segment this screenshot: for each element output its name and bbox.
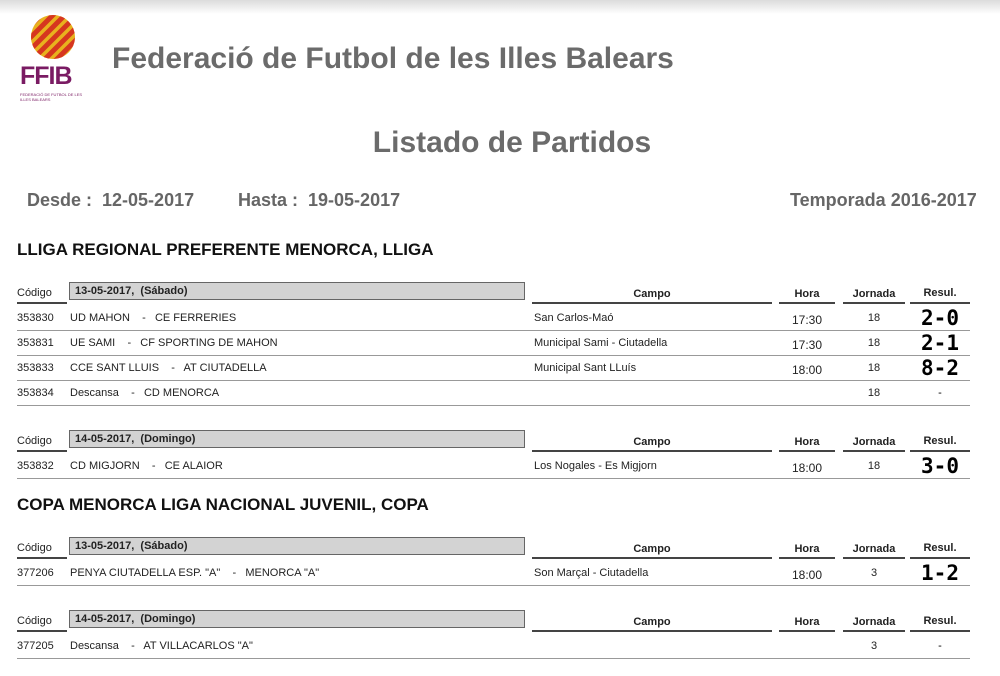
match-result: 1-2 bbox=[921, 561, 959, 585]
hora-header: Hora bbox=[794, 543, 820, 555]
date-header: 14-05-2017, (Domingo) bbox=[69, 610, 525, 628]
table-header bbox=[17, 537, 970, 561]
table-header bbox=[17, 430, 970, 454]
header-line bbox=[17, 557, 67, 559]
table-row[interactable] bbox=[17, 634, 970, 659]
code-header: Código bbox=[17, 615, 52, 627]
header-line bbox=[910, 630, 970, 632]
match-teams: UE SAMI - CF SPORTING DE MAHON bbox=[70, 337, 278, 349]
match-jornada: 18 bbox=[867, 337, 881, 349]
ffib-logo bbox=[18, 14, 88, 104]
match-hora: 18:00 bbox=[791, 363, 823, 377]
campo-header: Campo bbox=[633, 616, 671, 628]
jornada-header: Jornada bbox=[852, 436, 896, 448]
match-teams: CCE SANT LLUIS - AT CIUTADELLA bbox=[70, 362, 267, 374]
logo-subtitle: FEDERACIÓ DE FUTBOL DE LES ILLES BALEARS bbox=[20, 92, 83, 102]
resul-header: Resul. bbox=[923, 615, 957, 627]
date-header: 14-05-2017, (Domingo) bbox=[69, 430, 525, 448]
header-line bbox=[532, 630, 772, 632]
match-table bbox=[17, 282, 970, 406]
header-line bbox=[843, 630, 905, 632]
match-result: - bbox=[938, 640, 942, 652]
match-hora: 18:00 bbox=[791, 461, 823, 475]
match-jornada: 3 bbox=[870, 640, 878, 652]
code-header: Código bbox=[17, 435, 52, 447]
table-row[interactable] bbox=[17, 381, 970, 406]
hora-header: Hora bbox=[794, 436, 820, 448]
match-table bbox=[17, 537, 970, 586]
header-line bbox=[843, 302, 905, 304]
header-line bbox=[532, 557, 772, 559]
date-header: 13-05-2017, (Sábado) bbox=[69, 282, 525, 300]
match-result: 8-2 bbox=[921, 356, 959, 380]
match-table bbox=[17, 610, 970, 659]
table-header bbox=[17, 610, 970, 634]
match-code: 377205 bbox=[17, 640, 54, 652]
jornada-header: Jornada bbox=[852, 288, 896, 300]
match-teams: Descansa - AT VILLACARLOS "A" bbox=[70, 640, 253, 652]
header-line bbox=[17, 302, 67, 304]
match-jornada: 18 bbox=[867, 387, 881, 399]
match-teams: Descansa - CD MENORCA bbox=[70, 387, 220, 399]
match-campo: San Carlos-Maó bbox=[534, 312, 614, 324]
header-line bbox=[779, 630, 835, 632]
header-line bbox=[779, 450, 835, 452]
header-line bbox=[532, 450, 772, 452]
match-code: 353834 bbox=[17, 387, 54, 399]
campo-header: Campo bbox=[633, 436, 671, 448]
match-teams: CD MIGJORN - CE ALAIOR bbox=[70, 460, 223, 472]
header-line bbox=[17, 450, 67, 452]
match-table bbox=[17, 430, 970, 479]
match-result: 2-0 bbox=[921, 306, 959, 330]
campo-header: Campo bbox=[633, 543, 671, 555]
header-line bbox=[910, 557, 970, 559]
match-code: 353830 bbox=[17, 312, 54, 324]
top-band bbox=[0, 0, 1000, 14]
match-code: 377206 bbox=[17, 567, 54, 579]
hora-header: Hora bbox=[794, 288, 820, 300]
table-row[interactable] bbox=[17, 356, 970, 381]
jornada-header: Jornada bbox=[852, 543, 896, 555]
logo-text: FFIB bbox=[20, 62, 72, 90]
code-header: Código bbox=[17, 542, 52, 554]
match-code: 353831 bbox=[17, 337, 54, 349]
header-line bbox=[779, 557, 835, 559]
match-result: 3-0 bbox=[921, 454, 959, 478]
header-line bbox=[17, 630, 67, 632]
header-line bbox=[843, 450, 905, 452]
code-header: Código bbox=[17, 287, 52, 299]
table-row[interactable] bbox=[17, 306, 970, 331]
date-from: Desde : 12-05-2017 bbox=[27, 190, 195, 210]
competition-title: LLIGA REGIONAL PREFERENTE MENORCA, LLIGA bbox=[17, 240, 434, 259]
federation-name: Federació de Futbol de les Illes Balears bbox=[112, 42, 674, 75]
match-hora: 18:00 bbox=[791, 568, 823, 582]
match-code: 353832 bbox=[17, 460, 54, 472]
table-row[interactable] bbox=[17, 561, 970, 586]
season: Temporada 2016-2017 bbox=[790, 190, 977, 210]
resul-header: Resul. bbox=[923, 435, 957, 447]
match-hora: 17:30 bbox=[791, 313, 823, 327]
match-campo: Los Nogales - Es Migjorn bbox=[534, 460, 657, 472]
table-header bbox=[17, 282, 970, 306]
match-result: - bbox=[938, 387, 942, 399]
match-jornada: 3 bbox=[870, 567, 878, 579]
match-jornada: 18 bbox=[867, 362, 881, 374]
header-line bbox=[910, 450, 970, 452]
page-title: Listado de Partidos bbox=[372, 126, 652, 159]
match-hora: 17:30 bbox=[791, 338, 823, 352]
match-campo: Son Marçal - Ciutadella bbox=[534, 567, 649, 579]
match-code: 353833 bbox=[17, 362, 54, 374]
date-to: Hasta : 19-05-2017 bbox=[238, 190, 401, 210]
match-campo: Municipal Sami - Ciutadella bbox=[534, 337, 668, 349]
campo-header: Campo bbox=[633, 288, 671, 300]
match-campo: Municipal Sant LLuís bbox=[534, 362, 637, 374]
jornada-header: Jornada bbox=[852, 616, 896, 628]
match-result: 2-1 bbox=[921, 331, 959, 355]
resul-header: Resul. bbox=[923, 287, 957, 299]
header-line bbox=[910, 302, 970, 304]
competition-title: COPA MENORCA LIGA NACIONAL JUVENIL, COPA bbox=[17, 495, 429, 514]
date-header: 13-05-2017, (Sábado) bbox=[69, 537, 525, 555]
ball-icon bbox=[30, 14, 76, 60]
header-line bbox=[532, 302, 772, 304]
match-teams: PENYA CIUTADELLA ESP. "A" - MENORCA "A" bbox=[70, 567, 320, 579]
hora-header: Hora bbox=[794, 616, 820, 628]
table-row[interactable] bbox=[17, 454, 970, 479]
resul-header: Resul. bbox=[923, 542, 957, 554]
match-jornada: 18 bbox=[867, 460, 881, 472]
match-jornada: 18 bbox=[867, 312, 881, 324]
match-teams: UD MAHON - CE FERRERIES bbox=[70, 312, 237, 324]
table-row[interactable] bbox=[17, 331, 970, 356]
header-line bbox=[843, 557, 905, 559]
header-line bbox=[779, 302, 835, 304]
